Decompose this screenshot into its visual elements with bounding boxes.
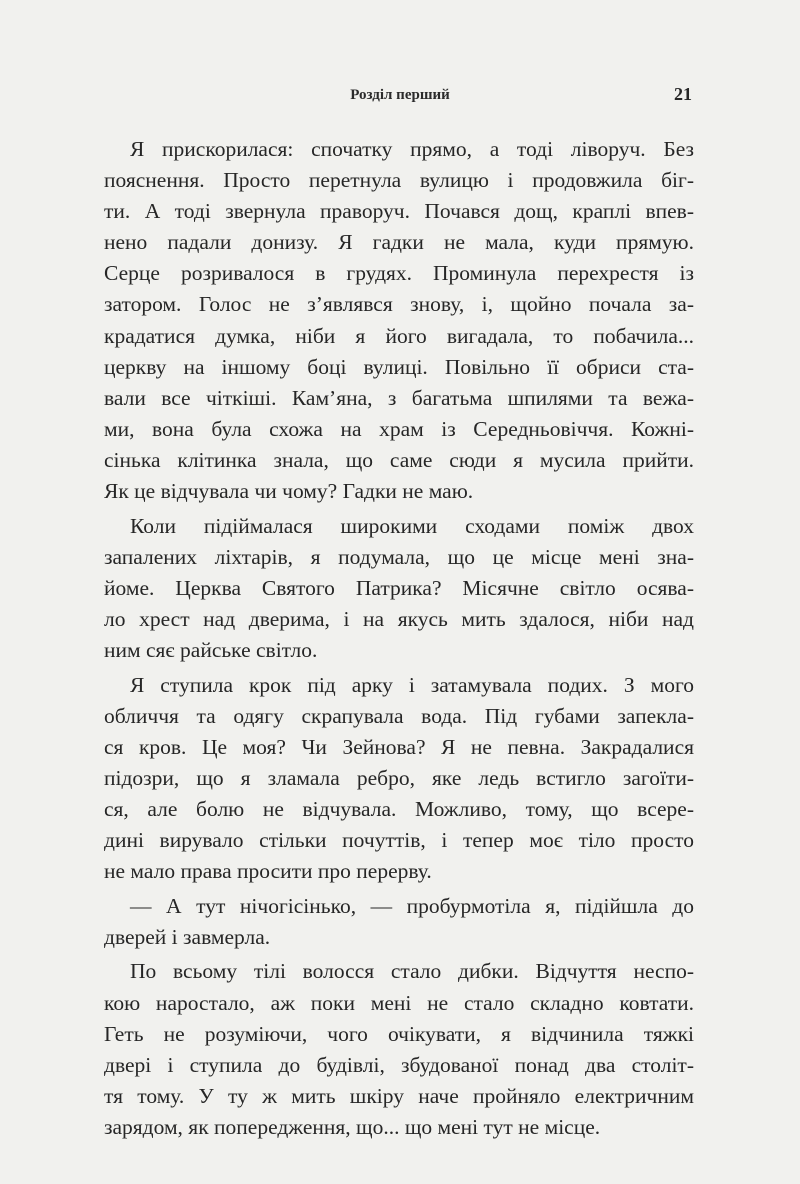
text-line: дині вирувало стільки почуттів, і тепер моє тіло просто	[104, 828, 694, 853]
text-line: запалених ліхтарів, я подумала, що це місце мені зна-	[104, 544, 694, 569]
text-line: Я прискорилася: спочатку прямо, а тоді ліворуч. Без	[130, 137, 694, 161]
text-line: ся, але болю не відчувала. Можливо, тому, що всере-	[104, 796, 694, 821]
text-line: дверей і завмерла.	[104, 924, 271, 949]
text-line: кою наростало, аж поки мені не стало складно ковтати.	[104, 990, 694, 1015]
text-line: затором. Голос не з’являвся знову, і, щойно почала за-	[104, 292, 694, 317]
text-line: ло хрест над дверима, і на якусь мить здалося, ніби над	[104, 606, 694, 631]
text-line: ми, вона була схожа на храм із Середньовіччя. Кожні-	[104, 416, 694, 441]
text-line: нено падали донизу. Я гадки не мала, куди прямую.	[104, 230, 694, 255]
text-line: йоме. Церква Святого Патрика? Місячне світло осява-	[104, 575, 694, 600]
running-head	[0, 84, 800, 108]
text-line: не мало права просити про перерву.	[104, 859, 432, 884]
text-line: підозри, що я зламала ребро, яке ледь встигло загоїти-	[104, 765, 694, 790]
text-line: двері і ступила до будівлі, збудованої понад два століт-	[104, 1052, 694, 1077]
paragraph	[104, 956, 694, 1143]
text-line: обличчя та одягу скрапувала вода. Під губами запекла-	[104, 703, 694, 728]
text-line: ся кров. Це моя? Чи Зейнова? Я не певна. Закрадалися	[104, 734, 694, 759]
paragraph	[104, 891, 694, 953]
text-line: Як це відчувала чи чому? Гадки не маю.	[104, 479, 474, 504]
text-line: ти. А тоді звернула праворуч. Почався дощ, краплі впев-	[104, 199, 694, 224]
text-line: Коли підіймалася широкими сходами поміж двох	[130, 513, 694, 538]
text-line: пояснення. Просто перетнула вулицю і продовжила біг-	[104, 168, 694, 193]
paragraph	[104, 511, 694, 666]
paragraph	[104, 134, 694, 507]
text-line: зарядом, як попередження, що... що мені тут не місце.	[104, 1114, 601, 1139]
body-text	[104, 134, 694, 1147]
text-line: ним сяє райське світло.	[104, 638, 318, 662]
text-line: По всьому тілі волосся стало дибки. Відчуття неспо-	[130, 959, 694, 984]
page-number: 21	[674, 84, 692, 104]
text-line: крадатися думка, ніби я його вигадала, то побачила...	[104, 323, 694, 348]
text-line: вали все чіткіші. Кам’яна, з багатьма шпилями та вежа-	[104, 385, 694, 410]
text-line: тя тому. У ту ж мить шкіру наче пройняло електричним	[104, 1083, 694, 1108]
text-line: Я ступила крок під арку і затамувала подих. З мого	[130, 672, 694, 697]
text-line: Серце розривалося в грудях. Проминула перехрестя із	[104, 261, 694, 286]
text-line: Геть не розуміючи, чого очікувати, я відчинила тяжкі	[104, 1021, 694, 1046]
text-line: сінька клітинка знала, що саме сюди я мусила прийти.	[104, 447, 694, 472]
chapter-title: Розділ перший	[350, 87, 450, 103]
paragraph	[104, 670, 694, 888]
text-line: церкву на іншому боці вулиці. Повільно її обриси ста-	[104, 354, 694, 379]
text-line: — А тут нічогісінько, — пробурмотіла я, підійшла до	[130, 893, 694, 918]
